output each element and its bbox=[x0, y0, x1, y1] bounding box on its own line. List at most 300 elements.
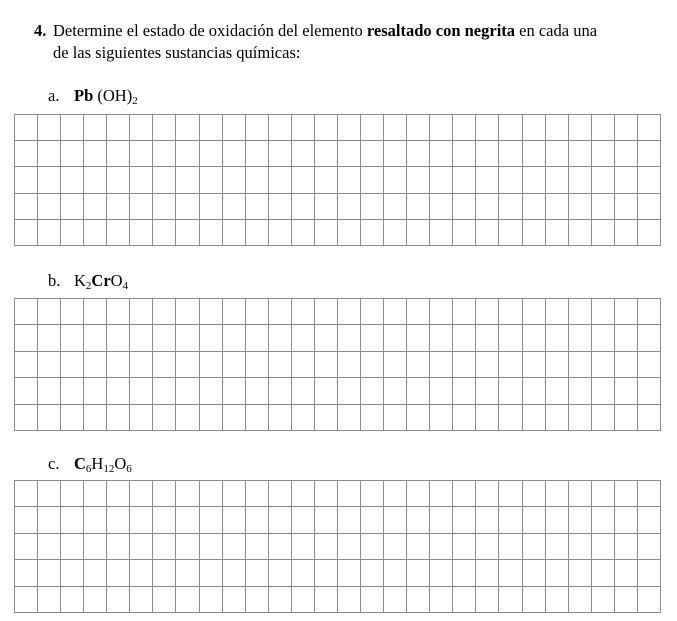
grid-cell[interactable] bbox=[569, 507, 592, 533]
grid-cell[interactable] bbox=[15, 194, 38, 220]
grid-cell[interactable] bbox=[38, 560, 61, 586]
grid-cell[interactable] bbox=[523, 167, 546, 193]
grid-cell[interactable] bbox=[107, 352, 130, 378]
grid-cell[interactable] bbox=[476, 220, 499, 246]
grid-cell[interactable] bbox=[84, 141, 107, 167]
grid-cell[interactable] bbox=[200, 167, 223, 193]
grid-cell[interactable] bbox=[569, 325, 592, 351]
grid-cell[interactable] bbox=[546, 405, 569, 431]
grid-cell[interactable] bbox=[223, 587, 246, 613]
grid-cell[interactable] bbox=[615, 220, 638, 246]
grid-cell[interactable] bbox=[453, 325, 476, 351]
grid-cell[interactable] bbox=[38, 507, 61, 533]
grid-cell[interactable] bbox=[84, 507, 107, 533]
grid-cell[interactable] bbox=[292, 220, 315, 246]
grid-cell[interactable] bbox=[107, 534, 130, 560]
grid-cell[interactable] bbox=[592, 587, 615, 613]
grid-cell[interactable] bbox=[292, 481, 315, 507]
grid-cell[interactable] bbox=[176, 534, 199, 560]
grid-cell[interactable] bbox=[361, 507, 384, 533]
grid-cell[interactable] bbox=[407, 220, 430, 246]
grid-cell[interactable] bbox=[338, 405, 361, 431]
grid-cell[interactable] bbox=[338, 325, 361, 351]
grid-cell[interactable] bbox=[546, 560, 569, 586]
grid-cell[interactable] bbox=[107, 194, 130, 220]
grid-cell[interactable] bbox=[61, 167, 84, 193]
grid-cell[interactable] bbox=[430, 141, 453, 167]
grid-cell[interactable] bbox=[638, 507, 661, 533]
grid-cell[interactable] bbox=[499, 194, 522, 220]
grid-cell[interactable] bbox=[638, 378, 661, 404]
grid-cell[interactable] bbox=[315, 560, 338, 586]
grid-cell[interactable] bbox=[61, 378, 84, 404]
grid-cell[interactable] bbox=[315, 194, 338, 220]
grid-cell[interactable] bbox=[292, 405, 315, 431]
grid-cell[interactable] bbox=[499, 115, 522, 141]
grid-cell[interactable] bbox=[38, 299, 61, 325]
grid-cell[interactable] bbox=[546, 141, 569, 167]
grid-cell[interactable] bbox=[153, 299, 176, 325]
grid-cell[interactable] bbox=[546, 481, 569, 507]
grid-cell[interactable] bbox=[361, 352, 384, 378]
grid-cell[interactable] bbox=[61, 481, 84, 507]
grid-cell[interactable] bbox=[38, 481, 61, 507]
grid-cell[interactable] bbox=[107, 405, 130, 431]
grid-cell[interactable] bbox=[269, 405, 292, 431]
grid-cell[interactable] bbox=[61, 507, 84, 533]
grid-cell[interactable] bbox=[223, 481, 246, 507]
grid-cell[interactable] bbox=[269, 481, 292, 507]
grid-cell[interactable] bbox=[176, 481, 199, 507]
grid-cell[interactable] bbox=[453, 299, 476, 325]
grid-cell[interactable] bbox=[407, 378, 430, 404]
grid-cell[interactable] bbox=[384, 534, 407, 560]
grid-cell[interactable] bbox=[153, 378, 176, 404]
grid-cell[interactable] bbox=[384, 405, 407, 431]
grid-cell[interactable] bbox=[476, 405, 499, 431]
grid-cell[interactable] bbox=[246, 352, 269, 378]
grid-cell[interactable] bbox=[38, 167, 61, 193]
grid-cell[interactable] bbox=[407, 194, 430, 220]
grid-cell[interactable] bbox=[361, 405, 384, 431]
grid-cell[interactable] bbox=[246, 560, 269, 586]
answer-grid-a[interactable] bbox=[14, 114, 661, 246]
grid-cell[interactable] bbox=[384, 299, 407, 325]
grid-cell[interactable] bbox=[107, 378, 130, 404]
grid-cell[interactable] bbox=[246, 405, 269, 431]
grid-cell[interactable] bbox=[130, 141, 153, 167]
grid-cell[interactable] bbox=[384, 220, 407, 246]
grid-cell[interactable] bbox=[592, 378, 615, 404]
grid-cell[interactable] bbox=[592, 299, 615, 325]
grid-cell[interactable] bbox=[153, 194, 176, 220]
grid-cell[interactable] bbox=[638, 299, 661, 325]
grid-cell[interactable] bbox=[592, 481, 615, 507]
grid-cell[interactable] bbox=[546, 352, 569, 378]
grid-cell[interactable] bbox=[176, 378, 199, 404]
grid-cell[interactable] bbox=[84, 167, 107, 193]
grid-cell[interactable] bbox=[200, 534, 223, 560]
grid-cell[interactable] bbox=[223, 220, 246, 246]
grid-cell[interactable] bbox=[200, 507, 223, 533]
grid-cell[interactable] bbox=[523, 507, 546, 533]
grid-cell[interactable] bbox=[130, 560, 153, 586]
grid-cell[interactable] bbox=[592, 352, 615, 378]
grid-cell[interactable] bbox=[407, 115, 430, 141]
grid-cell[interactable] bbox=[153, 534, 176, 560]
grid-cell[interactable] bbox=[384, 560, 407, 586]
grid-cell[interactable] bbox=[592, 167, 615, 193]
grid-cell[interactable] bbox=[615, 325, 638, 351]
grid-cell[interactable] bbox=[223, 115, 246, 141]
grid-cell[interactable] bbox=[453, 507, 476, 533]
grid-cell[interactable] bbox=[269, 325, 292, 351]
grid-cell[interactable] bbox=[246, 299, 269, 325]
grid-cell[interactable] bbox=[246, 141, 269, 167]
grid-cell[interactable] bbox=[269, 560, 292, 586]
grid-cell[interactable] bbox=[499, 299, 522, 325]
grid-cell[interactable] bbox=[592, 534, 615, 560]
grid-cell[interactable] bbox=[384, 378, 407, 404]
grid-cell[interactable] bbox=[476, 534, 499, 560]
grid-cell[interactable] bbox=[15, 141, 38, 167]
grid-cell[interactable] bbox=[84, 560, 107, 586]
grid-cell[interactable] bbox=[15, 481, 38, 507]
grid-cell[interactable] bbox=[476, 299, 499, 325]
grid-cell[interactable] bbox=[476, 378, 499, 404]
grid-cell[interactable] bbox=[84, 115, 107, 141]
grid-cell[interactable] bbox=[361, 534, 384, 560]
grid-cell[interactable] bbox=[615, 534, 638, 560]
grid-cell[interactable] bbox=[407, 507, 430, 533]
grid-cell[interactable] bbox=[153, 481, 176, 507]
grid-cell[interactable] bbox=[361, 325, 384, 351]
grid-cell[interactable] bbox=[292, 325, 315, 351]
grid-cell[interactable] bbox=[200, 352, 223, 378]
grid-cell[interactable] bbox=[107, 507, 130, 533]
grid-cell[interactable] bbox=[107, 115, 130, 141]
grid-cell[interactable] bbox=[361, 220, 384, 246]
grid-cell[interactable] bbox=[176, 507, 199, 533]
grid-cell[interactable] bbox=[130, 194, 153, 220]
grid-cell[interactable] bbox=[615, 299, 638, 325]
grid-cell[interactable] bbox=[153, 587, 176, 613]
grid-cell[interactable] bbox=[153, 167, 176, 193]
grid-cell[interactable] bbox=[361, 194, 384, 220]
grid-cell[interactable] bbox=[246, 378, 269, 404]
grid-cell[interactable] bbox=[315, 141, 338, 167]
grid-cell[interactable] bbox=[592, 115, 615, 141]
grid-cell[interactable] bbox=[546, 167, 569, 193]
grid-cell[interactable] bbox=[476, 325, 499, 351]
grid-cell[interactable] bbox=[223, 534, 246, 560]
grid-cell[interactable] bbox=[499, 481, 522, 507]
grid-cell[interactable] bbox=[430, 507, 453, 533]
grid-cell[interactable] bbox=[176, 220, 199, 246]
grid-cell[interactable] bbox=[407, 405, 430, 431]
grid-cell[interactable] bbox=[546, 299, 569, 325]
grid-cell[interactable] bbox=[430, 194, 453, 220]
grid-cell[interactable] bbox=[38, 405, 61, 431]
grid-cell[interactable] bbox=[15, 220, 38, 246]
grid-cell[interactable] bbox=[453, 587, 476, 613]
grid-cell[interactable] bbox=[15, 115, 38, 141]
grid-cell[interactable] bbox=[615, 507, 638, 533]
grid-cell[interactable] bbox=[546, 194, 569, 220]
grid-cell[interactable] bbox=[569, 299, 592, 325]
grid-cell[interactable] bbox=[292, 507, 315, 533]
grid-cell[interactable] bbox=[638, 194, 661, 220]
grid-cell[interactable] bbox=[546, 115, 569, 141]
grid-cell[interactable] bbox=[569, 352, 592, 378]
grid-cell[interactable] bbox=[546, 325, 569, 351]
grid-cell[interactable] bbox=[130, 507, 153, 533]
grid-cell[interactable] bbox=[153, 405, 176, 431]
grid-cell[interactable] bbox=[407, 560, 430, 586]
grid-cell[interactable] bbox=[15, 167, 38, 193]
grid-cell[interactable] bbox=[569, 405, 592, 431]
grid-cell[interactable] bbox=[176, 352, 199, 378]
grid-cell[interactable] bbox=[15, 405, 38, 431]
grid-cell[interactable] bbox=[592, 405, 615, 431]
grid-cell[interactable] bbox=[638, 141, 661, 167]
grid-cell[interactable] bbox=[338, 115, 361, 141]
grid-cell[interactable] bbox=[292, 167, 315, 193]
grid-cell[interactable] bbox=[15, 299, 38, 325]
grid-cell[interactable] bbox=[407, 587, 430, 613]
grid-cell[interactable] bbox=[61, 405, 84, 431]
grid-cell[interactable] bbox=[15, 560, 38, 586]
grid-cell[interactable] bbox=[499, 534, 522, 560]
grid-cell[interactable] bbox=[176, 587, 199, 613]
grid-cell[interactable] bbox=[176, 560, 199, 586]
grid-cell[interactable] bbox=[476, 352, 499, 378]
grid-cell[interactable] bbox=[315, 378, 338, 404]
grid-cell[interactable] bbox=[361, 587, 384, 613]
grid-cell[interactable] bbox=[61, 220, 84, 246]
grid-cell[interactable] bbox=[176, 167, 199, 193]
grid-cell[interactable] bbox=[315, 534, 338, 560]
grid-cell[interactable] bbox=[546, 220, 569, 246]
grid-cell[interactable] bbox=[130, 534, 153, 560]
grid-cell[interactable] bbox=[592, 560, 615, 586]
grid-cell[interactable] bbox=[569, 141, 592, 167]
grid-cell[interactable] bbox=[453, 220, 476, 246]
grid-cell[interactable] bbox=[430, 299, 453, 325]
grid-cell[interactable] bbox=[523, 481, 546, 507]
grid-cell[interactable] bbox=[223, 507, 246, 533]
grid-cell[interactable] bbox=[246, 481, 269, 507]
grid-cell[interactable] bbox=[384, 507, 407, 533]
grid-cell[interactable] bbox=[338, 141, 361, 167]
grid-cell[interactable] bbox=[107, 220, 130, 246]
grid-cell[interactable] bbox=[430, 481, 453, 507]
grid-cell[interactable] bbox=[107, 167, 130, 193]
grid-cell[interactable] bbox=[407, 299, 430, 325]
grid-cell[interactable] bbox=[523, 141, 546, 167]
grid-cell[interactable] bbox=[499, 560, 522, 586]
grid-cell[interactable] bbox=[246, 587, 269, 613]
grid-cell[interactable] bbox=[569, 194, 592, 220]
grid-cell[interactable] bbox=[61, 534, 84, 560]
grid-cell[interactable] bbox=[523, 194, 546, 220]
grid-cell[interactable] bbox=[453, 141, 476, 167]
grid-cell[interactable] bbox=[153, 507, 176, 533]
grid-cell[interactable] bbox=[361, 299, 384, 325]
grid-cell[interactable] bbox=[615, 115, 638, 141]
grid-cell[interactable] bbox=[292, 115, 315, 141]
grid-cell[interactable] bbox=[61, 194, 84, 220]
grid-cell[interactable] bbox=[338, 299, 361, 325]
grid-cell[interactable] bbox=[499, 220, 522, 246]
grid-cell[interactable] bbox=[292, 141, 315, 167]
grid-cell[interactable] bbox=[407, 534, 430, 560]
grid-cell[interactable] bbox=[361, 378, 384, 404]
grid-cell[interactable] bbox=[592, 141, 615, 167]
grid-cell[interactable] bbox=[569, 115, 592, 141]
grid-cell[interactable] bbox=[84, 481, 107, 507]
grid-cell[interactable] bbox=[615, 481, 638, 507]
grid-cell[interactable] bbox=[269, 220, 292, 246]
grid-cell[interactable] bbox=[200, 405, 223, 431]
grid-cell[interactable] bbox=[38, 220, 61, 246]
grid-cell[interactable] bbox=[61, 560, 84, 586]
grid-cell[interactable] bbox=[61, 352, 84, 378]
grid-cell[interactable] bbox=[476, 560, 499, 586]
grid-cell[interactable] bbox=[315, 299, 338, 325]
grid-cell[interactable] bbox=[338, 534, 361, 560]
grid-cell[interactable] bbox=[107, 299, 130, 325]
grid-cell[interactable] bbox=[107, 325, 130, 351]
grid-cell[interactable] bbox=[546, 534, 569, 560]
grid-cell[interactable] bbox=[223, 167, 246, 193]
grid-cell[interactable] bbox=[153, 141, 176, 167]
grid-cell[interactable] bbox=[176, 299, 199, 325]
grid-cell[interactable] bbox=[638, 115, 661, 141]
grid-cell[interactable] bbox=[130, 115, 153, 141]
grid-cell[interactable] bbox=[338, 352, 361, 378]
grid-cell[interactable] bbox=[338, 378, 361, 404]
grid-cell[interactable] bbox=[638, 481, 661, 507]
grid-cell[interactable] bbox=[315, 352, 338, 378]
grid-cell[interactable] bbox=[292, 299, 315, 325]
grid-cell[interactable] bbox=[338, 560, 361, 586]
grid-cell[interactable] bbox=[407, 352, 430, 378]
grid-cell[interactable] bbox=[176, 194, 199, 220]
grid-cell[interactable] bbox=[246, 220, 269, 246]
grid-cell[interactable] bbox=[569, 560, 592, 586]
grid-cell[interactable] bbox=[223, 405, 246, 431]
grid-cell[interactable] bbox=[499, 325, 522, 351]
grid-cell[interactable] bbox=[523, 587, 546, 613]
grid-cell[interactable] bbox=[638, 325, 661, 351]
grid-cell[interactable] bbox=[546, 587, 569, 613]
grid-cell[interactable] bbox=[61, 325, 84, 351]
grid-cell[interactable] bbox=[246, 194, 269, 220]
grid-cell[interactable] bbox=[200, 194, 223, 220]
grid-cell[interactable] bbox=[84, 194, 107, 220]
grid-cell[interactable] bbox=[430, 167, 453, 193]
grid-cell[interactable] bbox=[476, 194, 499, 220]
grid-cell[interactable] bbox=[638, 534, 661, 560]
grid-cell[interactable] bbox=[176, 405, 199, 431]
grid-cell[interactable] bbox=[153, 115, 176, 141]
grid-cell[interactable] bbox=[453, 560, 476, 586]
grid-cell[interactable] bbox=[153, 220, 176, 246]
grid-cell[interactable] bbox=[453, 194, 476, 220]
grid-cell[interactable] bbox=[499, 378, 522, 404]
grid-cell[interactable] bbox=[361, 141, 384, 167]
grid-cell[interactable] bbox=[176, 141, 199, 167]
grid-cell[interactable] bbox=[615, 587, 638, 613]
grid-cell[interactable] bbox=[246, 167, 269, 193]
grid-cell[interactable] bbox=[153, 560, 176, 586]
grid-cell[interactable] bbox=[384, 587, 407, 613]
grid-cell[interactable] bbox=[84, 534, 107, 560]
grid-cell[interactable] bbox=[569, 167, 592, 193]
grid-cell[interactable] bbox=[200, 220, 223, 246]
grid-cell[interactable] bbox=[200, 481, 223, 507]
grid-cell[interactable] bbox=[384, 481, 407, 507]
grid-cell[interactable] bbox=[246, 507, 269, 533]
grid-cell[interactable] bbox=[84, 352, 107, 378]
grid-cell[interactable] bbox=[499, 167, 522, 193]
grid-cell[interactable] bbox=[153, 352, 176, 378]
grid-cell[interactable] bbox=[84, 220, 107, 246]
grid-cell[interactable] bbox=[453, 115, 476, 141]
grid-cell[interactable] bbox=[315, 325, 338, 351]
grid-cell[interactable] bbox=[407, 325, 430, 351]
grid-cell[interactable] bbox=[499, 587, 522, 613]
grid-cell[interactable] bbox=[292, 194, 315, 220]
grid-cell[interactable] bbox=[130, 352, 153, 378]
grid-cell[interactable] bbox=[592, 220, 615, 246]
grid-cell[interactable] bbox=[638, 587, 661, 613]
grid-cell[interactable] bbox=[384, 167, 407, 193]
grid-cell[interactable] bbox=[269, 378, 292, 404]
grid-cell[interactable] bbox=[499, 507, 522, 533]
grid-cell[interactable] bbox=[61, 587, 84, 613]
grid-cell[interactable] bbox=[453, 378, 476, 404]
grid-cell[interactable] bbox=[430, 220, 453, 246]
grid-cell[interactable] bbox=[130, 299, 153, 325]
grid-cell[interactable] bbox=[430, 534, 453, 560]
grid-cell[interactable] bbox=[615, 194, 638, 220]
grid-cell[interactable] bbox=[223, 378, 246, 404]
grid-cell[interactable] bbox=[430, 587, 453, 613]
grid-cell[interactable] bbox=[569, 378, 592, 404]
grid-cell[interactable] bbox=[15, 352, 38, 378]
grid-cell[interactable] bbox=[38, 587, 61, 613]
grid-cell[interactable] bbox=[499, 141, 522, 167]
grid-cell[interactable] bbox=[453, 352, 476, 378]
grid-cell[interactable] bbox=[130, 587, 153, 613]
grid-cell[interactable] bbox=[430, 560, 453, 586]
grid-cell[interactable] bbox=[430, 352, 453, 378]
grid-cell[interactable] bbox=[407, 167, 430, 193]
grid-cell[interactable] bbox=[223, 141, 246, 167]
grid-cell[interactable] bbox=[200, 378, 223, 404]
grid-cell[interactable] bbox=[338, 220, 361, 246]
grid-cell[interactable] bbox=[361, 481, 384, 507]
grid-cell[interactable] bbox=[523, 220, 546, 246]
grid-cell[interactable] bbox=[315, 507, 338, 533]
grid-cell[interactable] bbox=[453, 405, 476, 431]
grid-cell[interactable] bbox=[546, 378, 569, 404]
grid-cell[interactable] bbox=[407, 141, 430, 167]
grid-cell[interactable] bbox=[246, 115, 269, 141]
grid-cell[interactable] bbox=[15, 534, 38, 560]
